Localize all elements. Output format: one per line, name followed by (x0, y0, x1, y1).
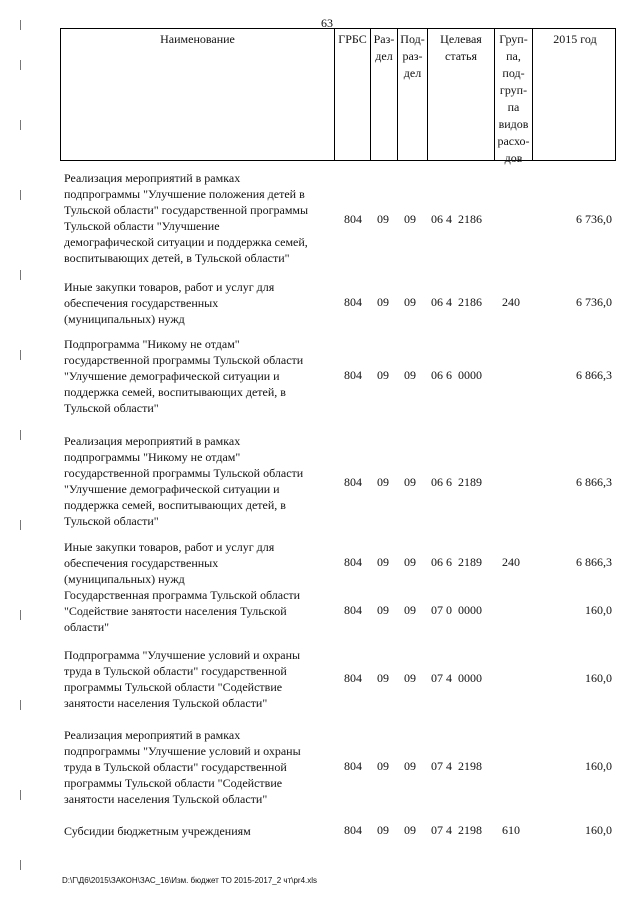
file-path-footer: D:\Г\Д6\2015\ЗАКОН\ЗАС_16\Изм. бюджет ТО 2015-2017_2 чт\pr4.xls (62, 876, 318, 885)
row-program: 06 (431, 295, 443, 309)
header-year: 2015 год (553, 32, 597, 46)
row-name: Иные закупки товаров, работ и услуг для обеспечения государственных (муниципальных) нужд (64, 280, 275, 326)
row-amount: 160,0 (585, 823, 612, 837)
row-code: 0000 (458, 603, 482, 617)
row-expense-type: 240 (502, 295, 520, 309)
row-program: 07 (431, 759, 443, 773)
row-razdel: 09 (377, 603, 389, 617)
header-target-article: Целевая статья (428, 29, 495, 160)
row-podrazdel: 09 (404, 295, 416, 309)
row-razdel: 09 (377, 671, 389, 685)
row-name: Подпрограмма "Улучшение условий и охраны труда в Тульской области" государственной программы Тульской области "Содействие занятости населения Тульской области" (64, 648, 301, 710)
row-amount: 6 866,3 (576, 475, 612, 489)
row-podrazdel: 09 (404, 555, 416, 569)
row-grbs: 804 (344, 475, 362, 489)
row-amount: 160,0 (585, 759, 612, 773)
scan-edge-marks (20, 20, 23, 880)
row-razdel: 09 (377, 555, 389, 569)
row-grbs: 804 (344, 368, 362, 382)
row-code: 2198 (458, 823, 482, 837)
row-code: 2189 (458, 555, 482, 569)
row-podrazdel: 09 (404, 212, 416, 226)
row-subprogram: 0 (446, 603, 452, 617)
row-name: Иные закупки товаров, работ и услуг для обеспечения государственных (муниципальных) нужд (64, 540, 275, 586)
row-grbs: 804 (344, 603, 362, 617)
row-razdel: 09 (377, 212, 389, 226)
row-grbs: 804 (344, 295, 362, 309)
row-grbs: 804 (344, 823, 362, 837)
row-name: Государственная программа Тульской области "Содействие занятости населения Тульской области" (64, 588, 301, 634)
row-amount: 160,0 (585, 603, 612, 617)
header-podrazdel: Под- раз- дел (398, 29, 428, 160)
row-name: Субсидии бюджетным учреждениям (64, 824, 251, 838)
row-podrazdel: 09 (404, 823, 416, 837)
row-program: 06 (431, 475, 443, 489)
table-header (60, 28, 616, 165)
header-name: Наименование (61, 29, 335, 160)
row-code: 2186 (458, 212, 482, 226)
row-razdel: 09 (377, 295, 389, 309)
row-podrazdel: 09 (404, 475, 416, 489)
row-code: 0000 (458, 671, 482, 685)
row-grbs: 804 (344, 212, 362, 226)
row-subprogram: 4 (446, 212, 452, 226)
row-program: 06 (431, 212, 443, 226)
row-name: Реализация мероприятий в рамках подпрограммы "Улучшение положения детей в Тульской области" государственной программы Тульской области "Улучшение демографической ситуации и поддержка семей, воспитывающих детей, в Тульской области" (64, 171, 309, 265)
row-podrazdel: 09 (404, 671, 416, 685)
header-grbs: ГРБС (335, 29, 371, 160)
row-program: 07 (431, 823, 443, 837)
row-code: 2198 (458, 759, 482, 773)
row-amount: 6 736,0 (576, 212, 612, 226)
row-grbs: 804 (344, 555, 362, 569)
row-code: 2189 (458, 475, 482, 489)
row-name: Подпрограмма "Никому не отдам" государственной программы Тульской области "Улучшение демографической ситуации и поддержка семей, воспитывающих детей, в Тульской области" (64, 337, 304, 415)
row-subprogram: 6 (446, 368, 452, 382)
page-number: 63 (321, 16, 333, 30)
row-subprogram: 4 (446, 823, 452, 837)
row-expense-type: 240 (502, 555, 520, 569)
row-razdel: 09 (377, 368, 389, 382)
row-subprogram: 4 (446, 759, 452, 773)
row-amount: 6 866,3 (576, 368, 612, 382)
row-grbs: 804 (344, 759, 362, 773)
row-podrazdel: 09 (404, 759, 416, 773)
row-expense-type: 610 (502, 823, 520, 837)
row-razdel: 09 (377, 759, 389, 773)
row-program: 07 (431, 603, 443, 617)
row-amount: 6 736,0 (576, 295, 612, 309)
row-subprogram: 4 (446, 295, 452, 309)
row-amount: 6 866,3 (576, 555, 612, 569)
header-expense-group: Груп- па, под- груп- па видов расхо- дов (495, 29, 533, 160)
row-program: 06 (431, 555, 443, 569)
row-podrazdel: 09 (404, 368, 416, 382)
row-code: 0000 (458, 368, 482, 382)
row-program: 07 (431, 671, 443, 685)
row-program: 06 (431, 368, 443, 382)
row-amount: 160,0 (585, 671, 612, 685)
row-subprogram: 4 (446, 671, 452, 685)
row-podrazdel: 09 (404, 603, 416, 617)
header-razdel: Раз- дел (371, 29, 398, 160)
row-subprogram: 6 (446, 475, 452, 489)
row-name: Реализация мероприятий в рамках подпрограммы "Улучшение условий и охраны труда в Тульской области" государственной программы Тульской области "Содействие занятости населения Тульской области" (64, 728, 301, 806)
row-subprogram: 6 (446, 555, 452, 569)
row-razdel: 09 (377, 823, 389, 837)
row-razdel: 09 (377, 475, 389, 489)
row-code: 2186 (458, 295, 482, 309)
row-name: Реализация мероприятий в рамках подпрограммы "Никому не отдам" государственной программы Тульской области "Улучшение демографической ситуации и поддержка семей, воспитывающих детей, в Тульской области" (64, 434, 304, 528)
row-grbs: 804 (344, 671, 362, 685)
